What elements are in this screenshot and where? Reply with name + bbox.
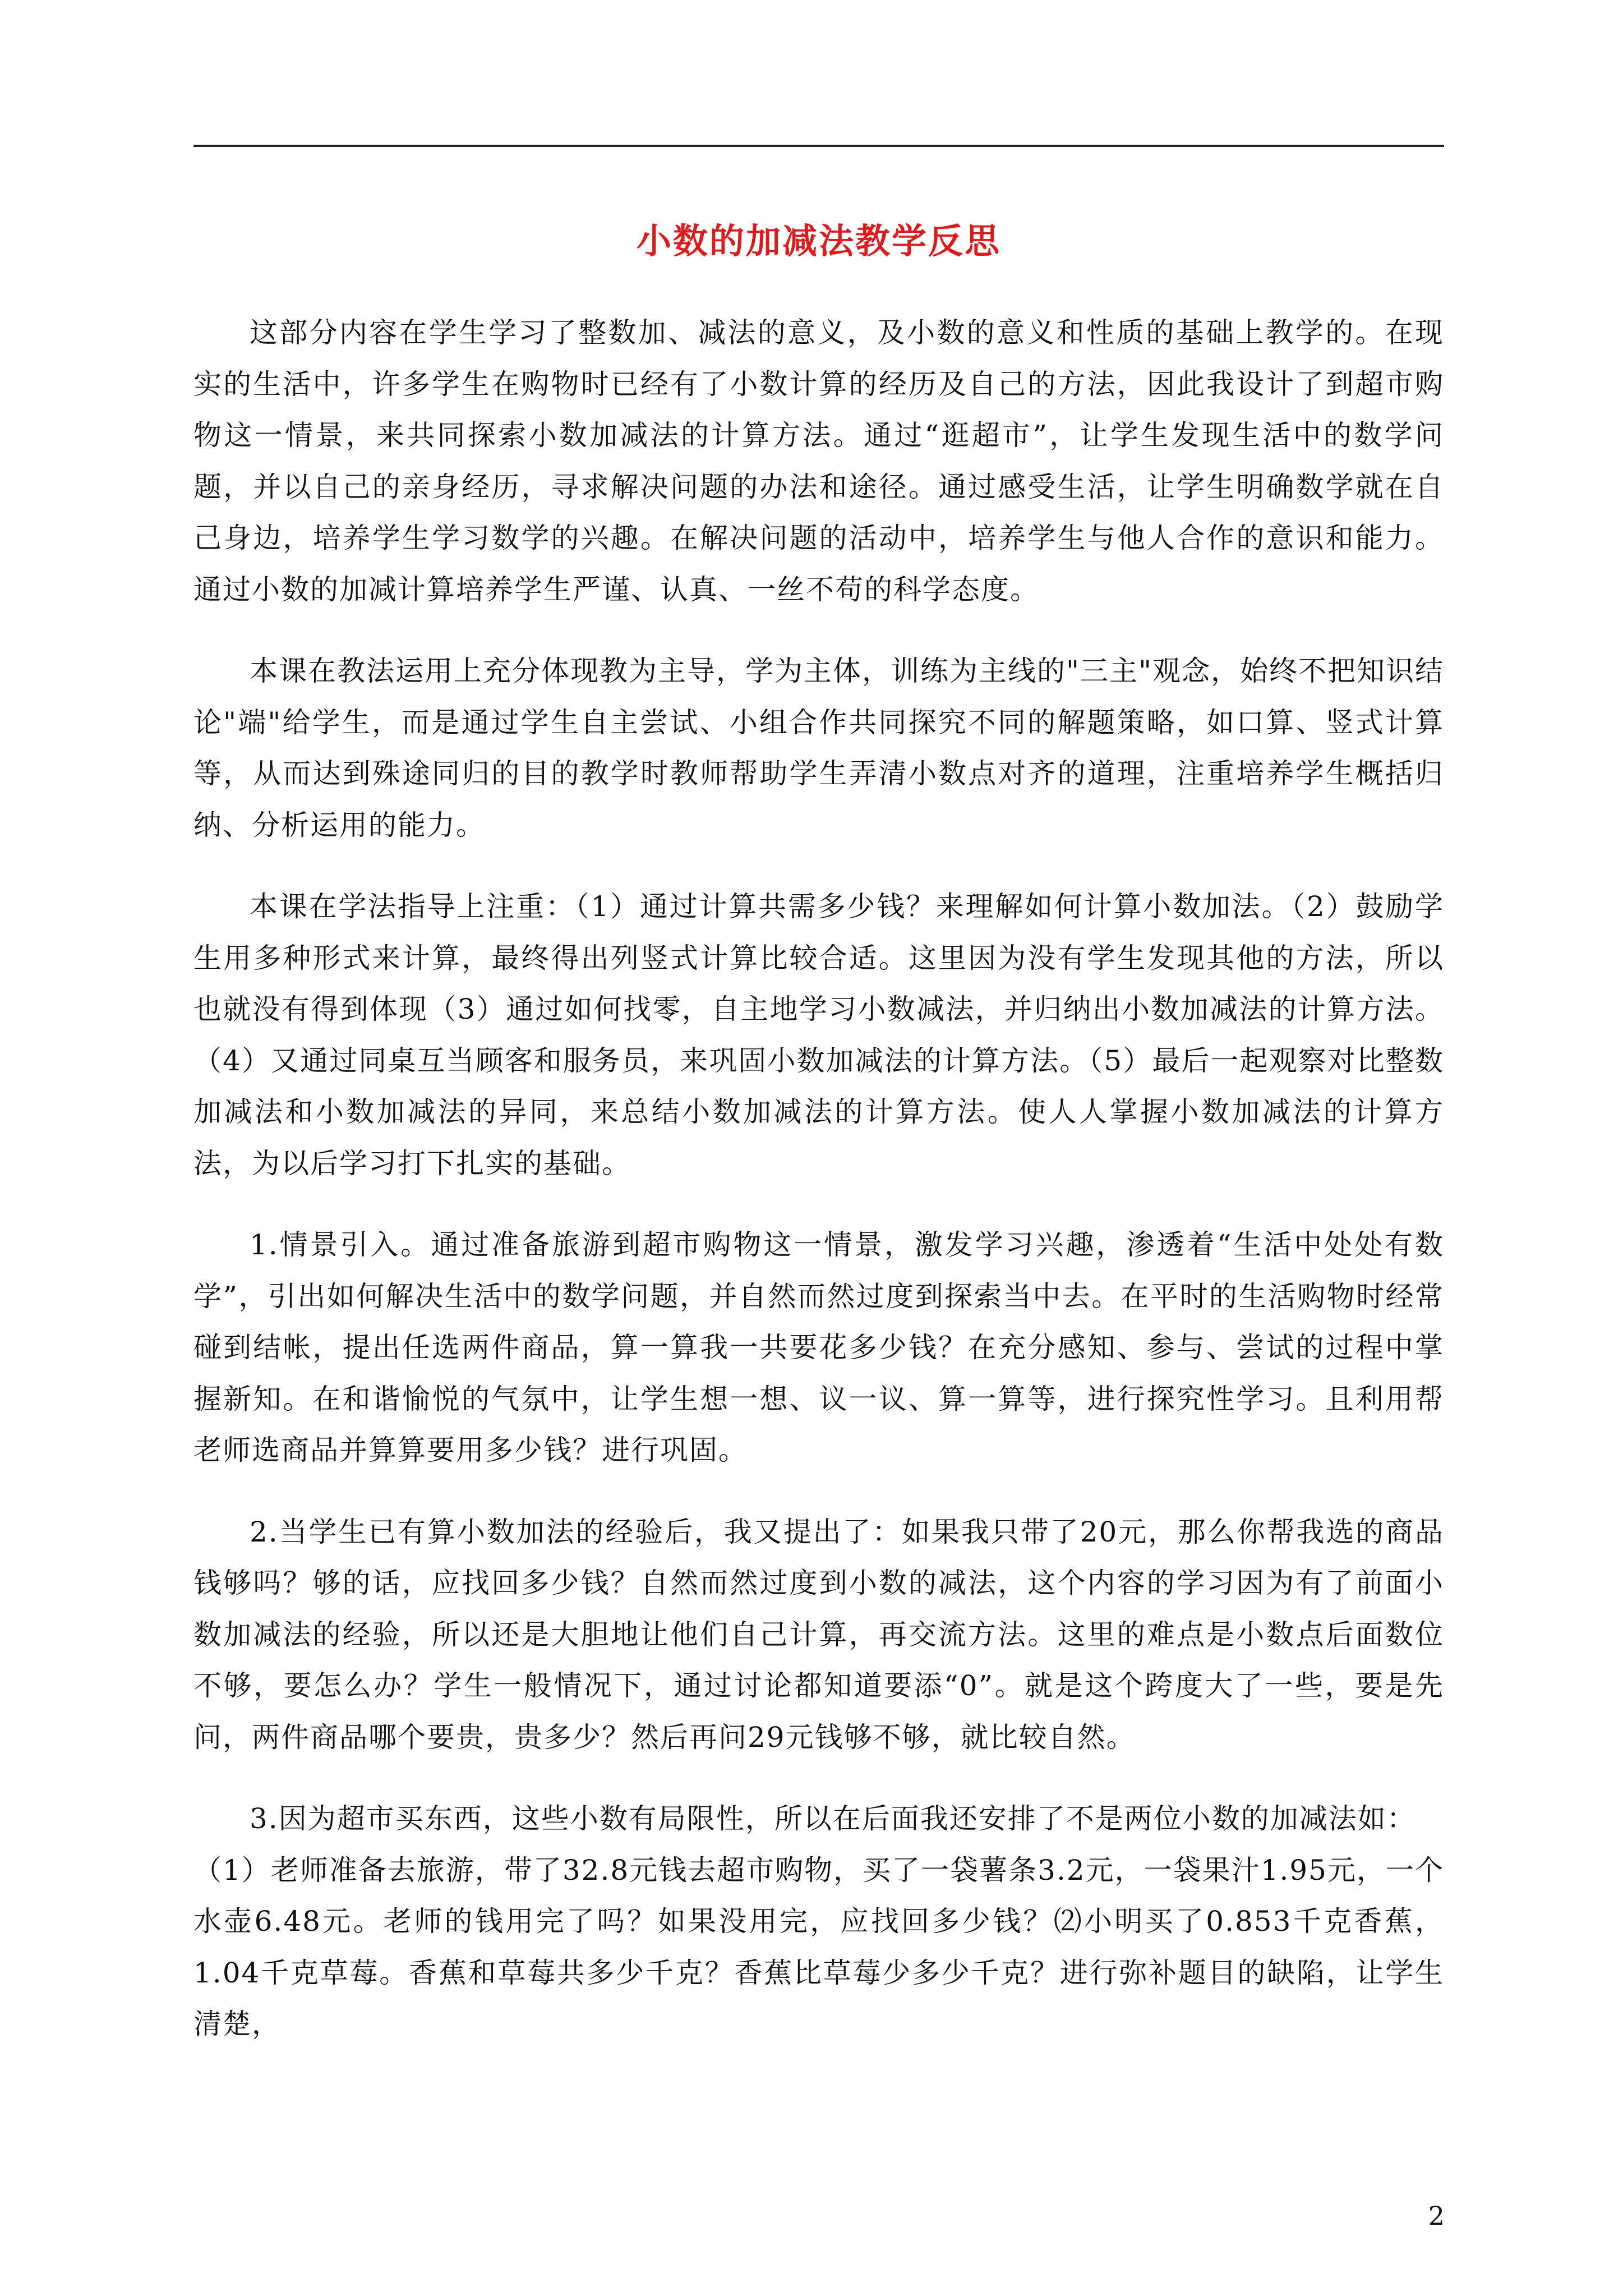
- header-rule: [193, 145, 1444, 147]
- paragraph-3: 本课在学法指导上注重：（1）通过计算共需多少钱？来理解如何计算小数加法。（2）鼓励学生用多种形式来计算，最终得出列竖式计算比较合适。这里因为没有学生发现其他的方法，所以也就没有得到体现（3）通过如何找零，自主地学习小数减法，并归纳出小数加减法的计算方法。（4）又通过同桌互当顾客和服务员，来巩固小数加减法的计算方法。（5）最后一起观察对比整数加减法和小数加减法的异同，来总结小数加减法的计算方法。使人人掌握小数加减法的计算方法，为以后学习打下扎实的基础。: [193, 890, 1444, 1180]
- paragraph-5: 2.当学生已有算小数加法的经验后，我又提出了：如果我只带了20元，那么你帮我选的商品钱够吗？够的话，应找回多少钱？自然而然过度到小数的减法，这个内容的学习因为有了前面小数加减法的经验，所以还是大胆地让他们自己计算，再交流方法。这里的难点是小数点后面数位不够，要怎么办？学生一般情况下，通过讨论都知道要添“0”。就是这个跨度大了一些，要是先问，两件商品哪个要贵，贵多少？然后再问29元钱够不够，就比较自然。: [193, 1515, 1444, 1754]
- paragraph-6: 3.因为超市买东西，这些小数有局限性，所以在后面我还安排了不是两位小数的加减法如：: [250, 1802, 1416, 1835]
- paragraph-2: 本课在教法运用上充分体现教为主导，学为主体，训练为主线的"三主"观念，始终不把知识结论"端"给学生，而是通过学生自主尝试、小组合作共同探究不同的解题策略，如口算、竖式计算等，从而达到殊途同归的目的教学时教师帮助学生弄清小数点对齐的道理，注重培养学生概括归纳、分析运用的能力。: [193, 655, 1444, 841]
- page-number: 2: [1428, 2201, 1445, 2231]
- page-title: 小数的加减法教学反思: [636, 220, 1001, 261]
- paragraph-4: 1.情景引入。通过准备旅游到超市购物这一情景，激发学习兴趣，渗透着“生活中处处有数学”，引出如何解决生活中的数学问题，并自然而然过度到探索当中去。在平时的生活购物时经常碰到结帐，提出任选两件商品，算一算我一共要花多少钱？在充分感知、参与、尝试的过程中掌握新知。在和谐愉悦的气氛中，让学生想一想、议一议、算一算等，进行探究性学习。且利用帮老师选商品并算算要用多少钱？进行巩固。: [193, 1228, 1444, 1466]
- paragraph-7: （1）老师准备去旅游，带了32.8元钱去超市购物，买了一袋薯条3.2元，一袋果汁1.95元，一个水壶6.48元。老师的钱用完了吗？如果没用完，应找回多少钱？⑵小明买了0.853千克香蕉，1.04千克草莓。香蕉和草莓共多少千克？香蕉比草莓少多少千克？进行弥补题目的缺陷，让学生清楚，: [193, 1853, 1444, 2040]
- body-text: [193, 307, 1444, 2050]
- paragraph-1: 这部分内容在学生学习了整数加、减法的意义，及小数的意义和性质的基础上教学的。在现实的生活中，许多学生在购物时已经有了小数计算的经历及自己的方法，因此我设计了到超市购物这一情景，来共同探索小数加减法的计算方法。通过“逛超市”，让学生发现生活中的数学问题，并以自己的亲身经历，寻求解决问题的办法和途径。通过感受生活，让学生明确数学就在自己身边，培养学生学习数学的兴趣。在解决问题的活动中，培养学生与他人合作的意识和能力。通过小数的加减计算培养学生严谨、认真、一丝不苟的科学态度。: [193, 316, 1444, 606]
